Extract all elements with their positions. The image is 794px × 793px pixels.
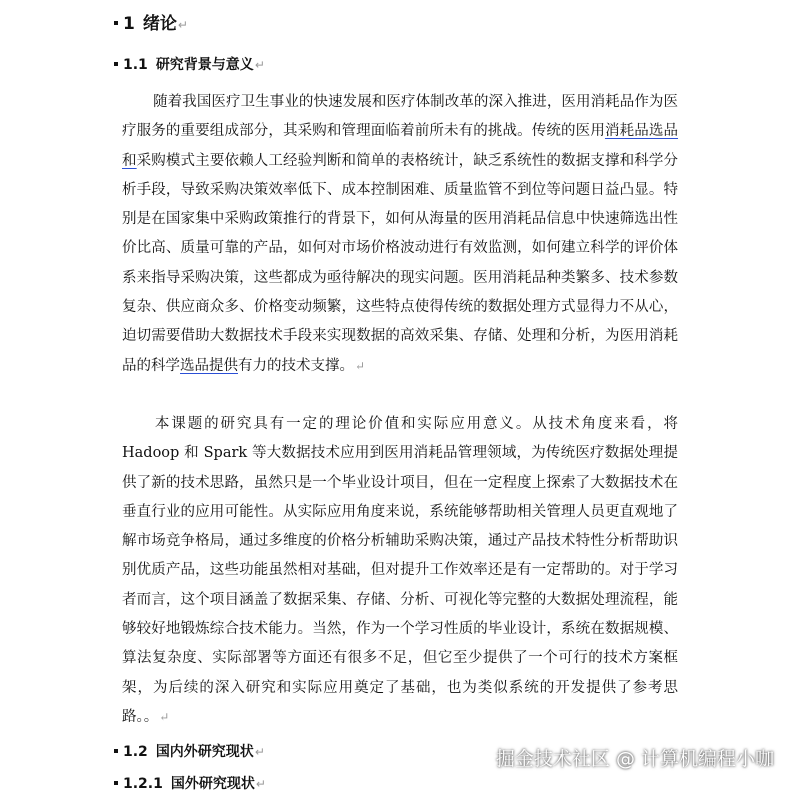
text-segment: 采购模式主要依赖人工经验判断和简单的表格统计，缺乏系统性的数据支撑和科学分析手段，导致采购决策效率低下、成本控制困难、质量监管不到位等问题日益凸显。特别是在国家集中采购政策推行的背景下，如何从海量的医用消耗品信息中快速筛选出性价比高、质量可靠的产品，如何对市场价格波动进行有效监测，如何建立科学的评价体系来指导采购决策，这些都成为亟待解决的现实问题。医用消耗品种类繁多、技术参数复杂、供应商众多、价格变动频繁，这些特点使得传统的数据处理方式显得力不从心，迫切需要借助大数据技术手段来实现数据的高效采集、存储、处理和分析，为医用消耗品的科学 (122, 152, 679, 374)
paragraph-mark-icon: ↵ (177, 18, 188, 32)
heading-3-foreign-status (114, 773, 266, 793)
heading-bullet (114, 62, 118, 66)
heading-number: 1.1 (123, 57, 148, 73)
text-segment: 随着我国医疗卫生事业的快速发展和医疗体制改革的深入推进，医用消耗品作为医疗服务的重要组成部分，其采购和管理面临着前所未有的挑战。传统的医用 (122, 94, 678, 140)
heading-bullet (114, 749, 118, 753)
paragraph-mark-icon: ↵ (255, 777, 266, 791)
paragraph-mark-icon: ↵ (159, 709, 170, 724)
heading-title: 研究背景与意义 (155, 57, 254, 73)
heading-bullet (114, 781, 118, 785)
paragraph-mark-icon: ↵ (254, 745, 265, 759)
spellcheck-underlined-text: 选品提供 (180, 357, 238, 374)
paragraph-significance (122, 410, 678, 732)
paragraph-background (122, 88, 678, 381)
heading-1-intro (114, 9, 188, 34)
heading-bullet (114, 21, 118, 25)
text-segment: 有力的技术支撑。 (238, 357, 354, 374)
paragraph-mark-icon: ↵ (355, 358, 366, 373)
heading-number: 1.2 (123, 744, 148, 760)
heading-title: 国内外研究现状 (155, 744, 254, 760)
heading-title: 国外研究现状 (170, 776, 255, 792)
text-segment: 本课题的研究具有一定的理论价值和实际应用意义。从技术角度来看，将 Hadoop 和 Spark 等大数据技术应用到医用消耗品管理领域，为传统医疗数据处理提供了新的技术思路，虽然只是一个毕业设计项目，但在一定程度上探索了大数据技术在垂直行业的应用可能性。从实际应用角度来说，系统能够帮助相关管理人员更直观地了解市场竞争格局，通过多维度的价格分析辅助采购决策，通过产品技术特性分析帮助识别优质产品，这些功能虽然相对基础，但对提升工作效率还是有一定帮助的。对于学习者而言，这个项目涵盖了数据采集、存储、分析、可视化等完整的大数据处理流程，能够较好地锻炼综合技术能力。当然，作为一个学习性质的毕业设计，系统在数据规模、算法复杂度、实际部署等方面还有很多不足，但它至少提供了一个可行的技术方案框架，为后续的深入研究和实际应用奠定了基础，也为类似系统的开发提供了参考思路。。 (122, 416, 678, 725)
heading-2-background (114, 54, 265, 74)
heading-title: 绪论 (142, 14, 177, 34)
heading-number: 1 (123, 14, 135, 34)
heading-2-research-status (114, 741, 265, 761)
heading-number: 1.2.1 (123, 776, 163, 792)
watermark: 掘金技术社区 @ 计算机编程小咖 (495, 748, 774, 770)
paragraph-mark-icon: ↵ (254, 58, 265, 72)
spellcheck-underlined-text: 消耗品选品和 (122, 123, 679, 169)
